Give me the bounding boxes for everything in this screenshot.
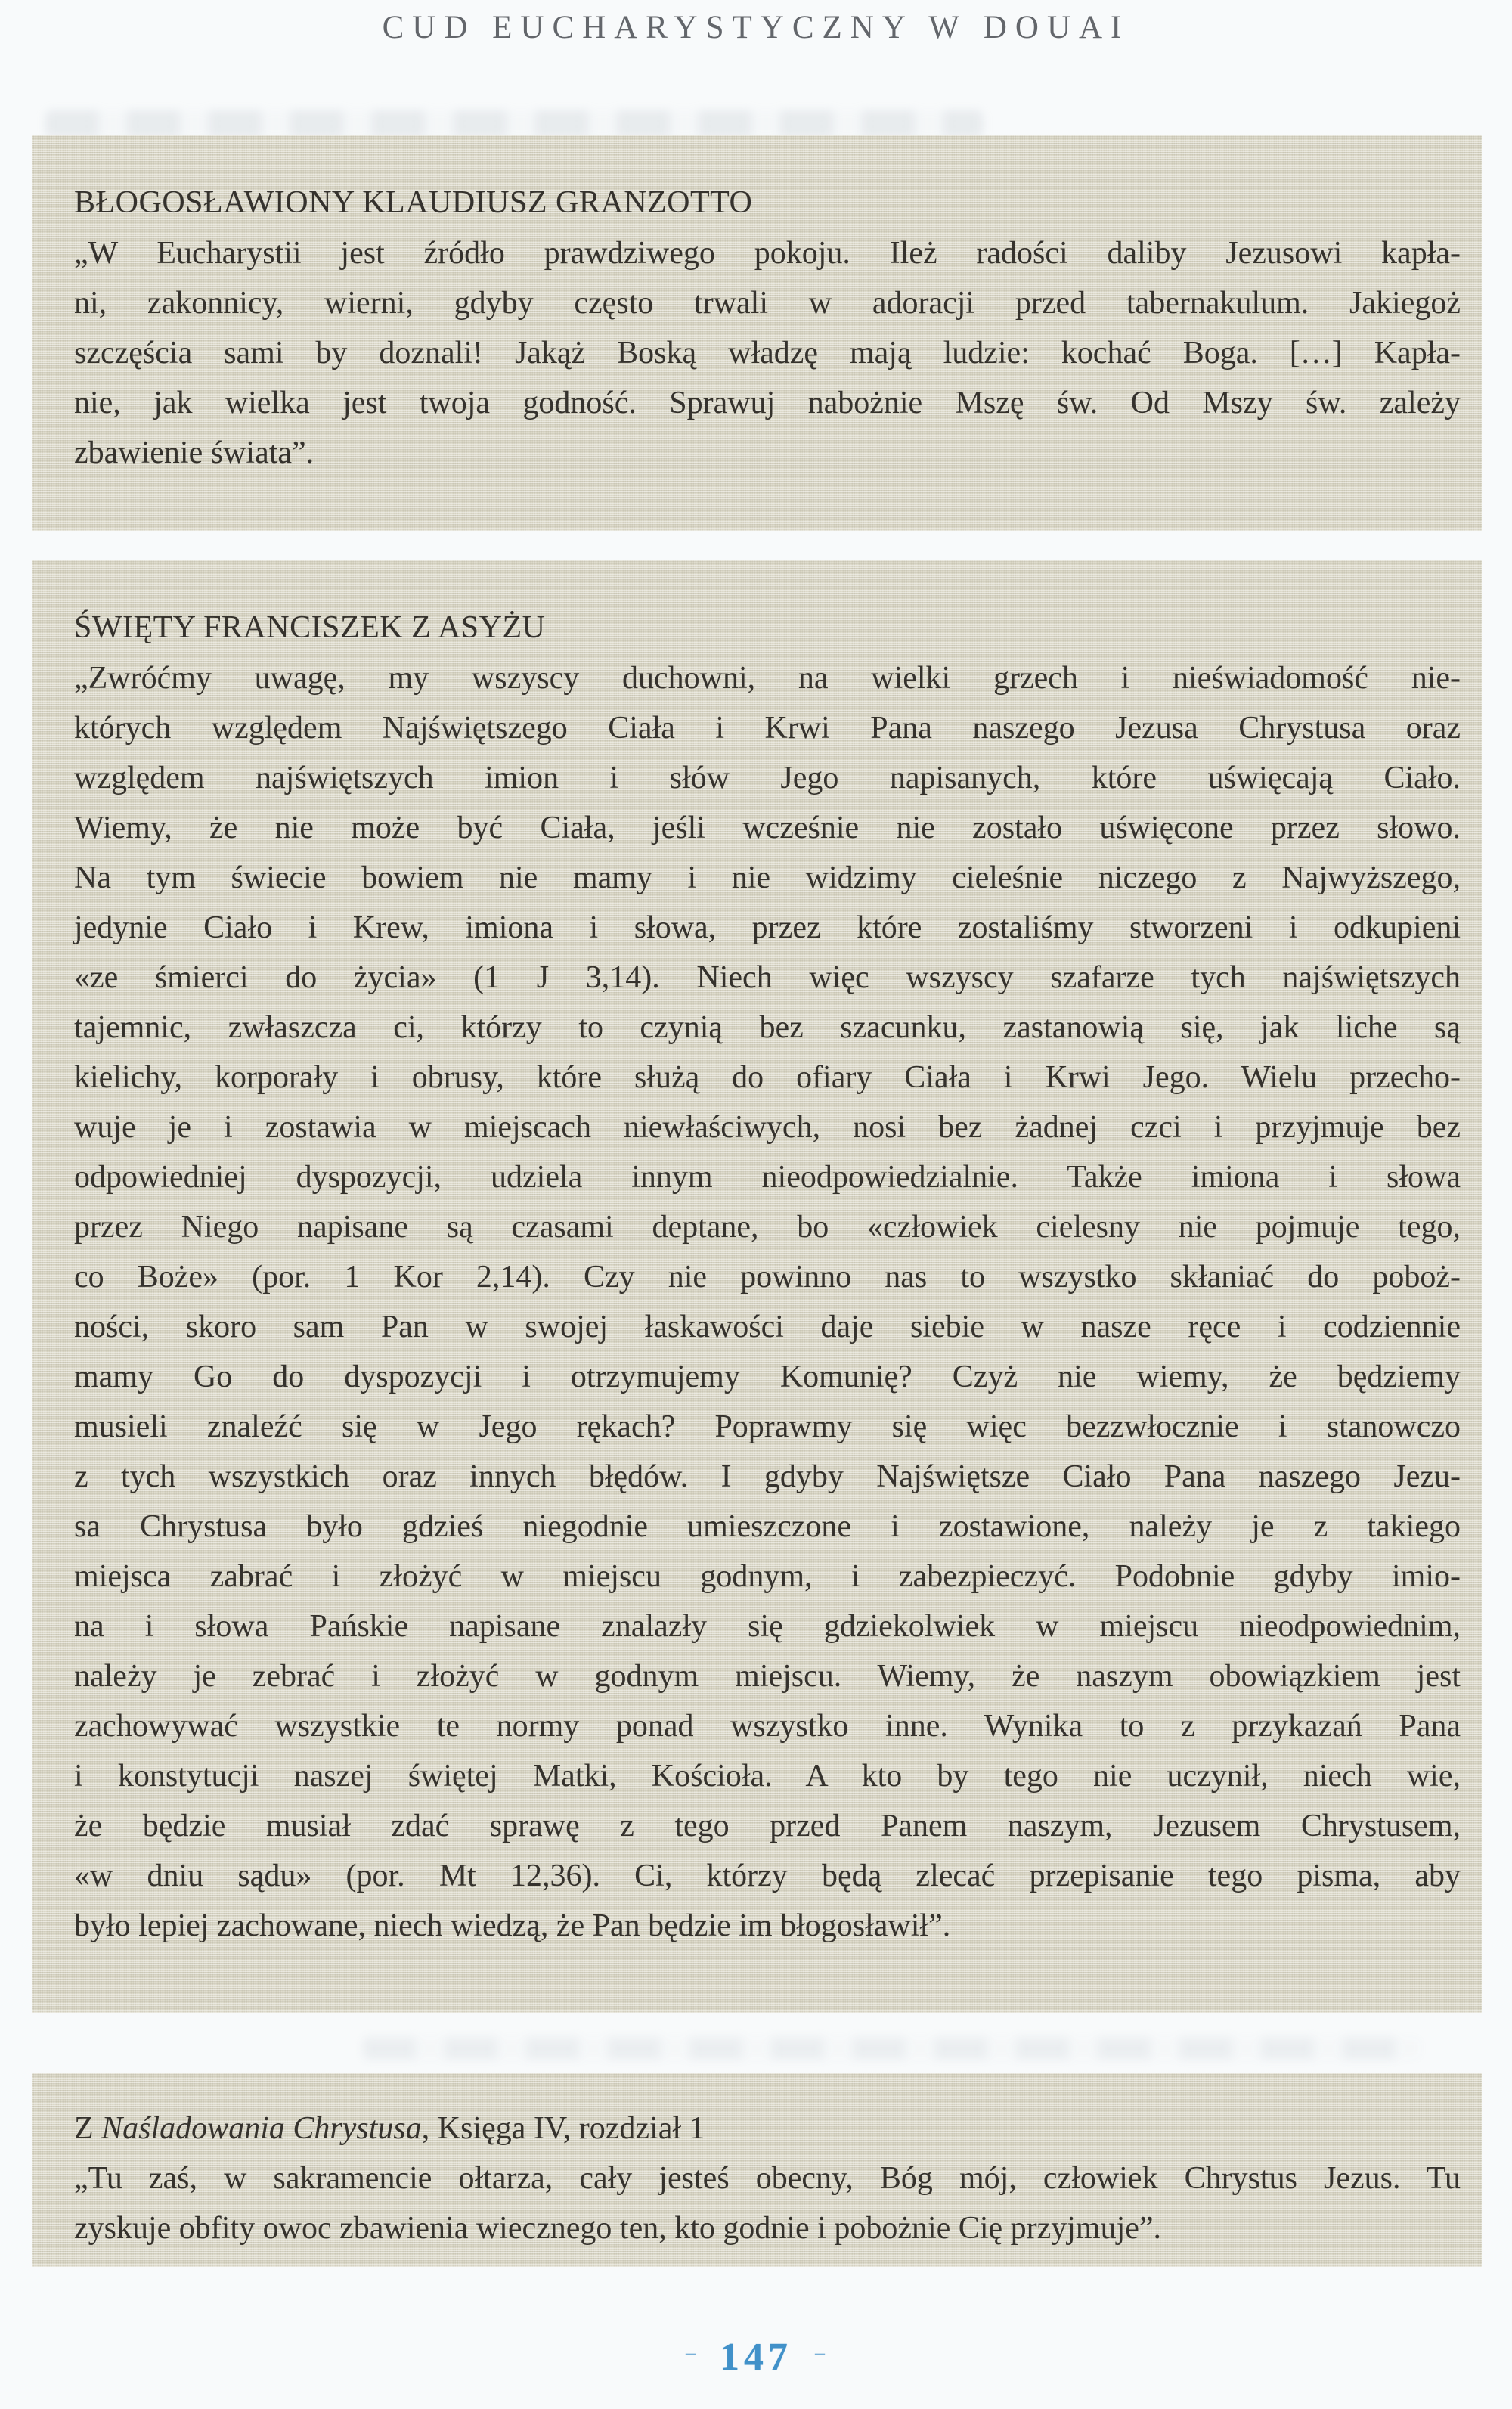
text-line: z tych wszystkich oraz innych błędów. I gdyby Najświętsze Ciało Pana naszego Jezu- bbox=[74, 1459, 1461, 1494]
text-line: ności, skoro sam Pan w swojej łaskawości daje siebie w nasze ręce i codziennie bbox=[74, 1310, 1461, 1344]
text-line: kielichy, korporały i obrusy, które służą do ofiary Ciała i Krwi Jego. Wielu przecho- bbox=[74, 1060, 1461, 1095]
text-line: jedynie Ciało i Krew, imiona i słowa, przez które zostaliśmy stworzeni i odkupieni bbox=[74, 910, 1461, 945]
text-line: szczęścia sami by doznali! Jakąż Boską władzę mają ludzie: kochać Boga. […] Kapła- bbox=[74, 336, 1461, 370]
page-number-row bbox=[0, 2335, 1512, 2380]
text-line: i konstytucji naszej świętej Matki, Kościoła. A kto by tego nie uczynił, niech wie, bbox=[74, 1759, 1461, 1794]
text-line: „W Eucharystii jest źródło prawdziwego pokoju. Ileż radości daliby Jezusowi kapła- bbox=[74, 236, 1461, 271]
quote-text bbox=[74, 2153, 1461, 2253]
text-line: Wiemy, że nie może być Ciała, jeśli wcześnie nie zostało uświęcone przez słowo. bbox=[74, 811, 1461, 845]
block-heading: ŚWIĘTY FRANCISZEK Z ASYŻU bbox=[74, 610, 546, 645]
text-line: zbawienie świata”. bbox=[74, 436, 314, 470]
text-line: „Zwróćmy uwagę, my wszyscy duchowni, na wielki grzech i nieświadomość nie- bbox=[74, 661, 1461, 696]
quote-text bbox=[74, 653, 1461, 1951]
bleed-through-ghost bbox=[45, 110, 983, 138]
text-line: względem najświętszych imion i słów Jego napisanych, które uświęcają Ciało. bbox=[74, 761, 1461, 795]
text-line: Na tym świecie bowiem nie mamy i nie widzimy cieleśnie niczego z Najwyższego, bbox=[74, 860, 1461, 895]
text-line: było lepiej zachowane, niech wiedzą, że Pan będzie im błogosławił”. bbox=[74, 1908, 951, 1943]
attribution-prefix: Z bbox=[74, 2111, 102, 2146]
block-heading: BŁOGOSŁAWIONY KLAUDIUSZ GRANZOTTO bbox=[74, 185, 753, 220]
attribution-suffix: , Księga IV, rozdział 1 bbox=[421, 2111, 705, 2146]
text-line: których względem Najświętszego Ciała i Krwi Pana naszego Jezusa Chrystusa oraz bbox=[74, 711, 1461, 746]
text-line: sa Chrystusa było gdzieś niegodnie umieszczone i zostawione, należy je z takiego bbox=[74, 1509, 1461, 1544]
text-line: musieli znaleźć się w Jego rękach? Poprawmy się więc bezzwłocznie i stanowczo bbox=[74, 1409, 1461, 1444]
bleed-through-ghost bbox=[363, 2037, 1421, 2060]
text-line: co Boże» (por. 1 Kor 2,14). Czy nie powinno nas to wszystko skłaniać do poboż- bbox=[74, 1260, 1461, 1294]
page-number-dash-left: – bbox=[686, 2342, 697, 2364]
source-attribution bbox=[74, 2104, 1461, 2153]
text-line: tajemnic, zwłaszcza ci, którzy to czynią bez szacunku, zastanowią się, jak liche są bbox=[74, 1010, 1461, 1045]
text-line: zyskuje obfity owoc zbawienia wiecznego ten, kto godnie i pobożnie Cię przyjmuje”. bbox=[74, 2211, 1162, 2246]
text-line: ni, zakonnicy, wierni, gdyby często trwali w adoracji przed tabernakulum. Jakiegoż bbox=[74, 286, 1461, 321]
text-line: przez Niego napisane są czasami deptane, bo «człowiek cielesny nie pojmuje tego, bbox=[74, 1210, 1461, 1245]
quote-block-nasladowanie bbox=[32, 2073, 1482, 2267]
page-number-dash-right: – bbox=[815, 2342, 826, 2364]
page-number: 147 bbox=[720, 2336, 792, 2379]
text-line: że będzie musiał zdać sprawę z tego przed Panem naszym, Jezusem Chrystusem, bbox=[74, 1809, 1461, 1843]
quote-block-franciszek bbox=[32, 560, 1482, 2013]
text-line: mamy Go do dyspozycji i otrzymujemy Komunię? Czyż nie wiemy, że będziemy bbox=[74, 1360, 1461, 1394]
quote-block-granzotto bbox=[32, 135, 1482, 531]
text-line: na i słowa Pańskie napisane znalazły się gdziekolwiek w miejscu nieodpowiednim, bbox=[74, 1609, 1461, 1644]
page-title: CUD EUCHARYSTYCZNY W DOUAI bbox=[382, 10, 1130, 45]
text-line: „Tu zaś, w sakramencie ołtarza, cały jesteś obecny, Bóg mój, człowiek Chrystus Jezus. Tu bbox=[74, 2161, 1461, 2196]
text-line: należy je zebrać i złożyć w godnym miejscu. Wiemy, że naszym obowiązkiem jest bbox=[74, 1659, 1461, 1694]
book-title: Naśladowania Chrystusa bbox=[101, 2111, 422, 2146]
text-line: «ze śmierci do życia» (1 J 3,14). Niech więc wszyscy szafarze tych najświętszych bbox=[74, 960, 1461, 995]
text-line: wuje je i zostawia w miejscach niewłaściwych, nosi bez żadnej czci i przyjmuje bez bbox=[74, 1110, 1461, 1145]
quote-text bbox=[74, 228, 1461, 478]
text-line: zachowywać wszystkie te normy ponad wszystko inne. Wynika to z przykazań Pana bbox=[74, 1709, 1461, 1744]
text-line: nie, jak wielka jest twoja godność. Sprawuj nabożnie Mszę św. Od Mszy św. zależy bbox=[74, 386, 1461, 420]
text-line: miejsca zabrać i złożyć w miejscu godnym, i zabezpieczyć. Podobnie gdyby imio- bbox=[74, 1559, 1461, 1594]
text-line: «w dniu sądu» (por. Mt 12,36). Ci, którzy będą zlecać przepisanie tego pisma, aby bbox=[74, 1859, 1461, 1893]
text-line: odpowiedniej dyspozycji, udziela innym nieodpowiedzialnie. Także imiona i słowa bbox=[74, 1160, 1461, 1195]
